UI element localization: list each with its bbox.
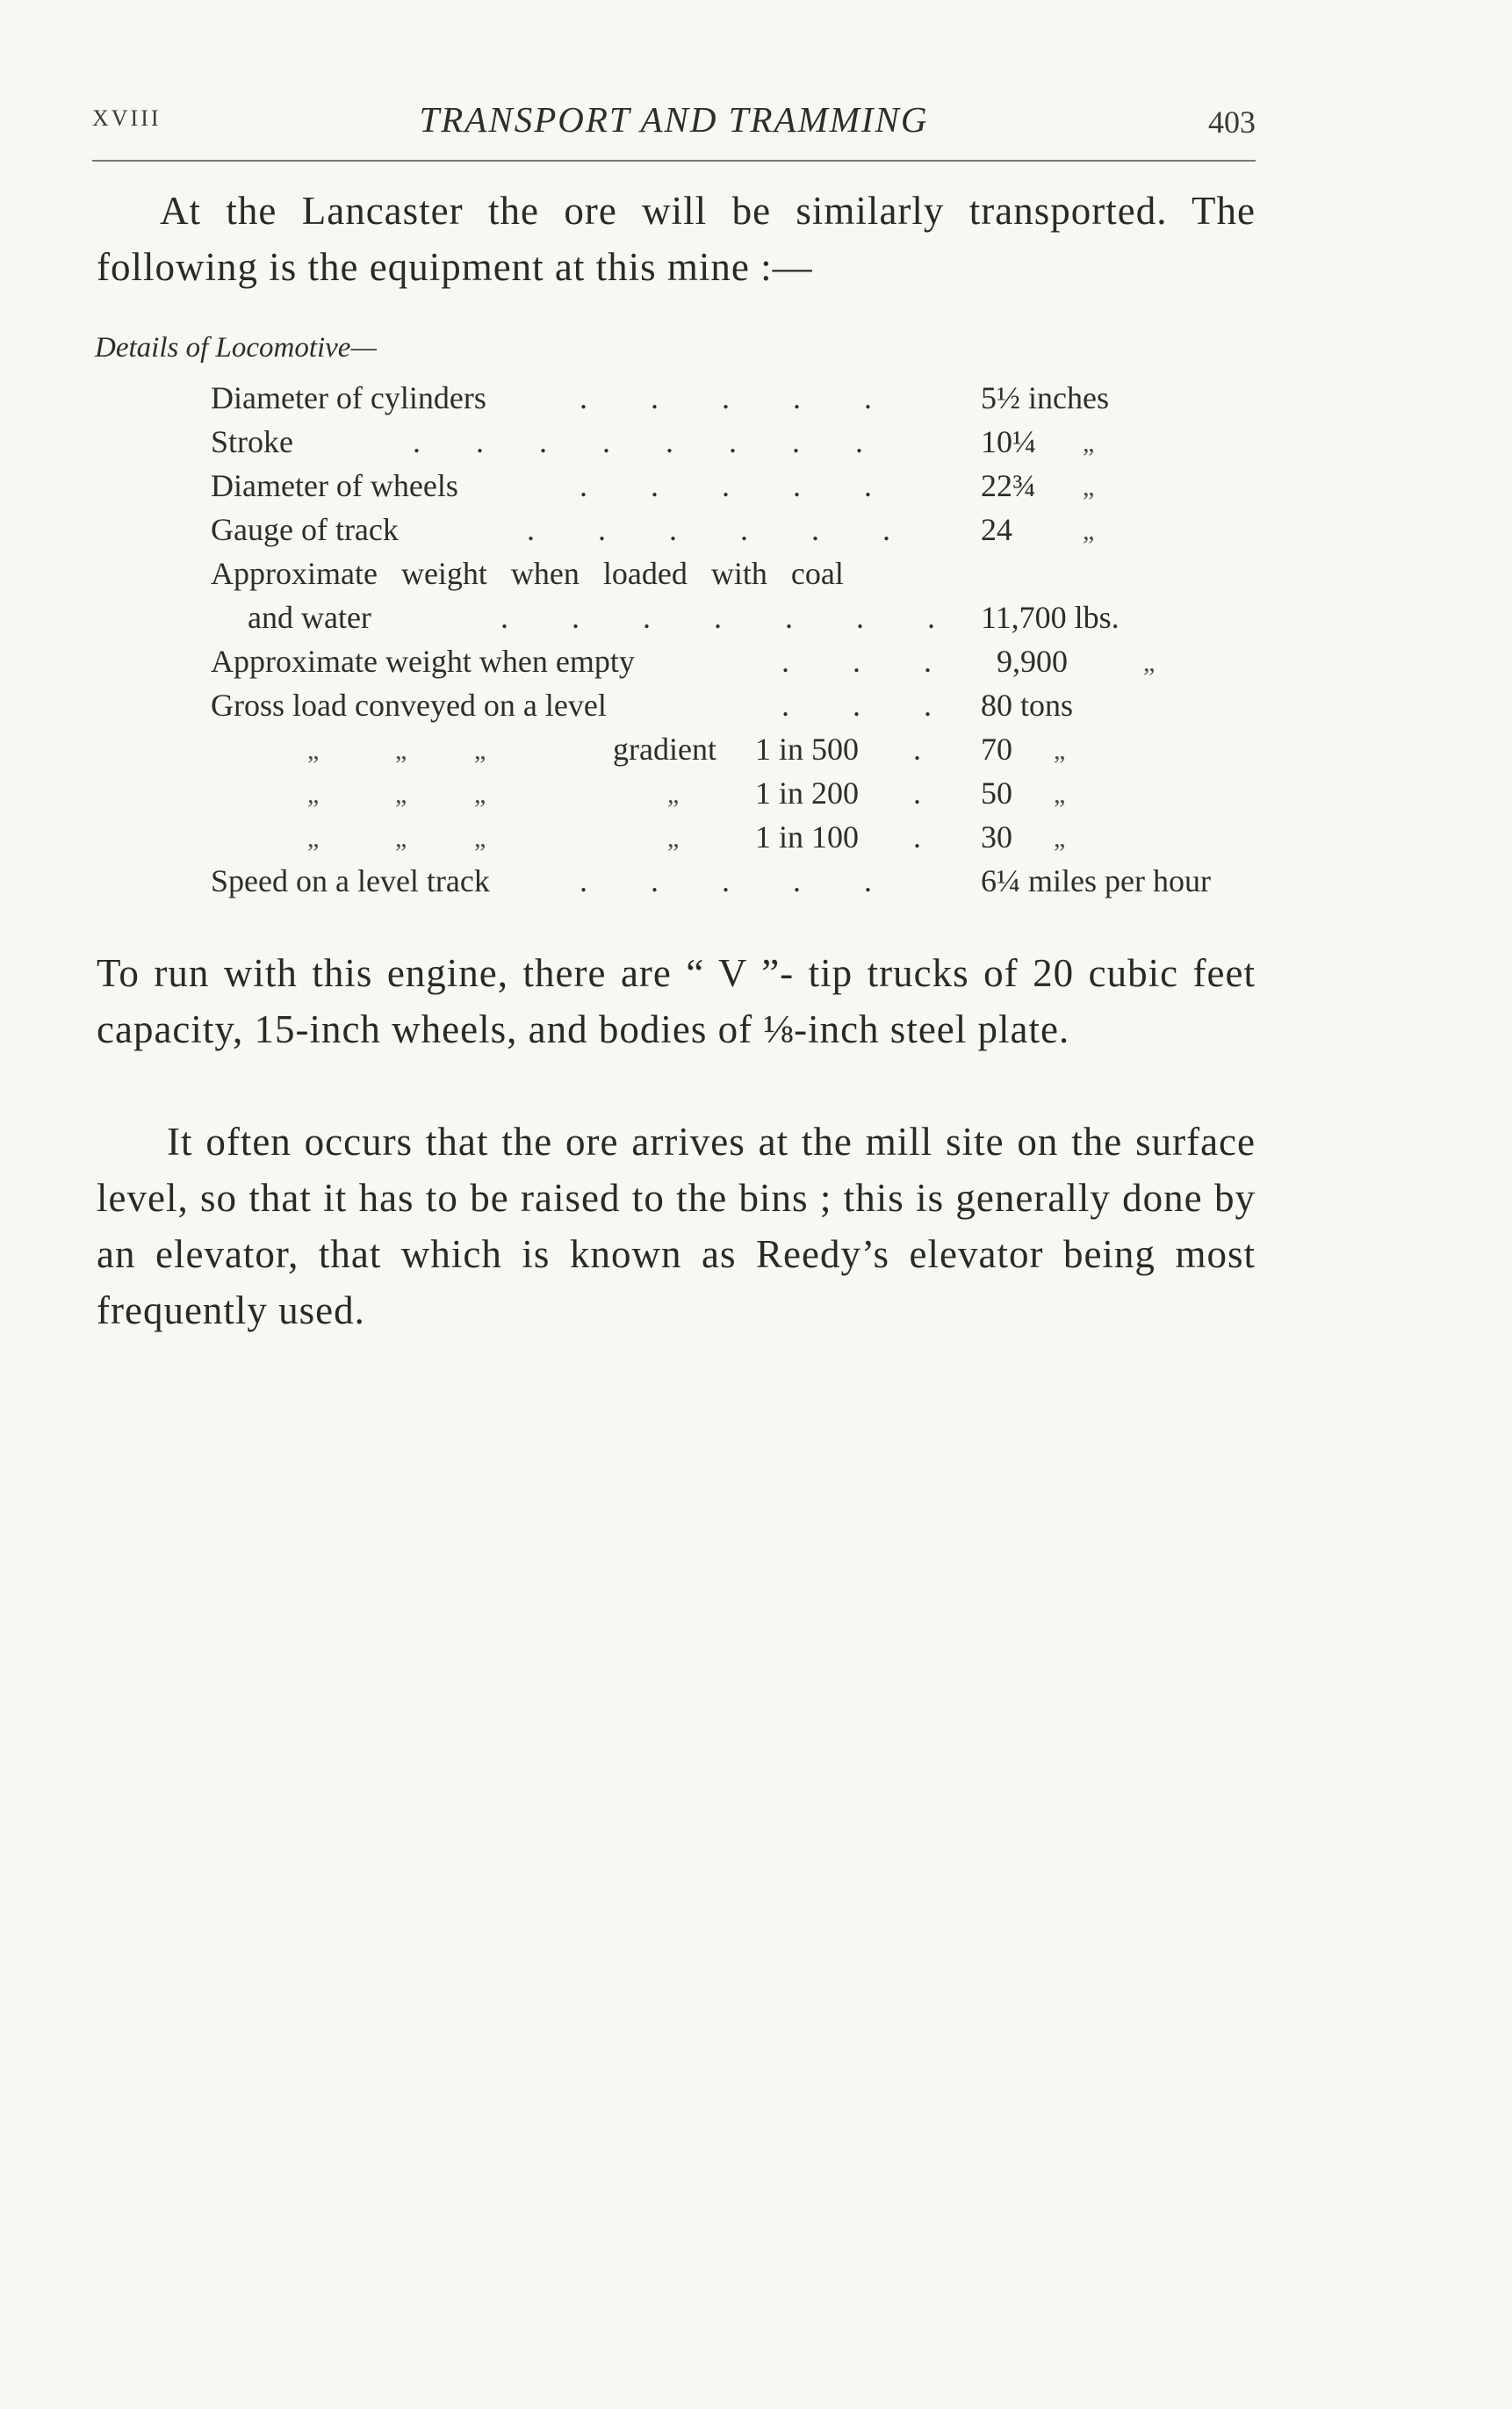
detail-value: 10¼ xyxy=(981,424,1036,459)
ditto-mark: „ xyxy=(474,736,486,765)
detail-label: Stroke xyxy=(211,424,293,459)
detail-row-gradient-200 xyxy=(211,775,1264,819)
leader-dots: . . . . . xyxy=(580,468,872,503)
detail-value: 9,900 xyxy=(997,644,1068,679)
detail-value: 5½ inches xyxy=(981,380,1109,415)
leader-dots: . . . . . . . xyxy=(500,600,935,635)
detail-value: 70 xyxy=(981,732,1012,767)
ditto-mark: „ xyxy=(474,824,486,853)
gradient-label: gradient xyxy=(613,732,716,767)
ditto-mark: „ xyxy=(1083,516,1095,545)
leader-dots: . . . . . xyxy=(580,380,872,415)
detail-row-cylinders xyxy=(211,379,1264,423)
detail-label: Gauge of track xyxy=(211,512,399,547)
detail-row-gross-load xyxy=(211,687,1264,731)
detail-value: 80 tons xyxy=(981,688,1074,723)
ditto-mark: „ xyxy=(667,780,680,809)
detail-row-gradient-100 xyxy=(211,819,1264,862)
detail-label: Diameter of wheels xyxy=(211,468,458,503)
detail-label: Approximate weight when loaded with coal xyxy=(211,556,844,591)
ditto-mark: „ xyxy=(395,736,407,765)
detail-label: Diameter of cylinders xyxy=(211,380,486,415)
detail-row-gauge xyxy=(211,511,1264,555)
ditto-mark: „ xyxy=(307,780,320,809)
page-number: 403 xyxy=(1208,105,1256,140)
ditto-mark: „ xyxy=(1083,472,1095,501)
leader-dots: . xyxy=(913,775,921,811)
detail-value: 50 xyxy=(981,775,1012,811)
leader-dots: . xyxy=(913,732,921,767)
detail-label: Speed on a level track xyxy=(211,863,490,898)
ditto-mark: „ xyxy=(1083,429,1095,458)
detail-value: 22¾ xyxy=(981,468,1036,503)
leader-dots: . xyxy=(913,819,921,855)
ditto-mark: „ xyxy=(474,780,486,809)
ditto-mark: „ xyxy=(307,736,320,765)
detail-row-loaded-weight xyxy=(211,555,1264,599)
detail-value: 11,700 lbs. xyxy=(981,600,1120,635)
detail-label: and water xyxy=(248,600,371,635)
ditto-mark: „ xyxy=(395,780,407,809)
intro-paragraph: At the Lancaster the ore will be similarly transported. The following is the equipment at this mine :— xyxy=(97,189,1256,289)
detail-value: 30 xyxy=(981,819,1012,855)
ditto-mark: „ xyxy=(667,824,680,853)
header-rule xyxy=(92,160,1256,162)
detail-row-empty-weight xyxy=(211,643,1264,687)
running-header xyxy=(92,98,1256,142)
detail-row-stroke xyxy=(211,423,1264,467)
detail-label: Approximate weight when empty xyxy=(211,644,635,679)
leader-dots: . . . xyxy=(781,688,932,723)
elevator-paragraph: It often occurs that the ore arrives at the mill site on the surface level, so that it has to be raised to the bins ; this is generally done by an elevator, that which is known as Reedy’s elevator being most frequently used. xyxy=(97,1120,1256,1332)
ditto-mark: „ xyxy=(307,824,320,853)
detail-row-gradient-500 xyxy=(211,731,1264,775)
gradient-ratio: 1 in 200 xyxy=(755,775,860,811)
detail-value: 24 xyxy=(981,512,1012,547)
gradient-ratio: 1 in 500 xyxy=(755,732,860,767)
ditto-mark: „ xyxy=(1054,824,1066,853)
leader-dots: . . . . . . . . xyxy=(413,424,863,459)
leader-dots: . . . . . . xyxy=(527,512,890,547)
leader-dots: . . . xyxy=(781,644,932,679)
leader-dots: . . . . . xyxy=(580,863,872,898)
detail-row-water xyxy=(211,599,1264,643)
detail-value: 6¼ miles per hour xyxy=(981,863,1211,898)
details-heading: Details of Locomotive— xyxy=(95,332,377,364)
detail-row-speed xyxy=(211,862,1264,906)
ditto-mark: „ xyxy=(1143,648,1156,677)
chapter-number: XVIII xyxy=(92,105,162,131)
detail-label: Gross load conveyed on a level xyxy=(211,688,607,723)
trucks-paragraph: To run with this engine, there are “ V ”- tip trucks of 20 cubic feet capacity, 15-inch wheels, and bodies of ⅛-inch steel plate. xyxy=(97,951,1256,1051)
running-title: TRANSPORT AND TRAMMING xyxy=(419,99,929,140)
ditto-mark: „ xyxy=(1054,780,1066,809)
gradient-ratio: 1 in 100 xyxy=(755,819,860,855)
detail-row-wheels xyxy=(211,467,1264,511)
ditto-mark: „ xyxy=(395,824,407,853)
ditto-mark: „ xyxy=(1054,736,1066,765)
